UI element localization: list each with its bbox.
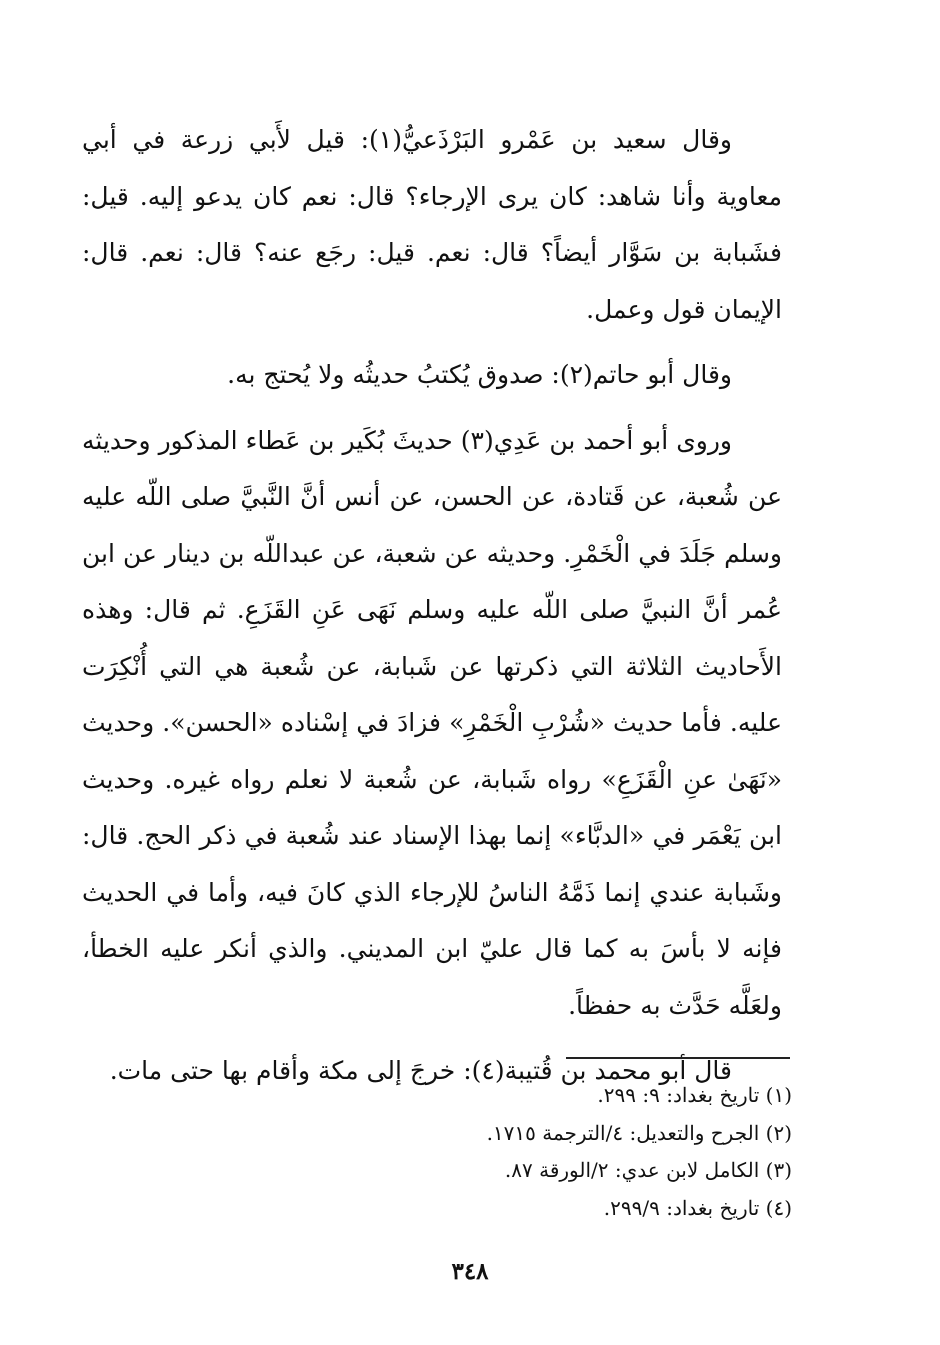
footnote-4: (٤) تاريخ بغداد: ٢٩٩/٩.	[603, 1195, 792, 1220]
footnote-2: (٢) الجرح والتعديل: ٤/الترجمة ١٧١٥.	[486, 1120, 792, 1145]
main-text	[82, 112, 782, 1100]
footnote-divider	[566, 1057, 790, 1059]
paragraph-ibn-qutayba-quote: قال أبو محمد بن قُتيبة(٤): خرجَ إلى مكة وأقام بها حتى مات.	[109, 1056, 732, 1085]
footnote-3: (٣) الكامل لابن عدي: ٢/الورقة ٨٧.	[504, 1158, 792, 1182]
footnotes	[300, 1077, 792, 1227]
paragraph-abu-hatim-quote: وقال أبو حاتم(٢): صدوق يُكتبُ حديثُه ولا يُحتج به.	[227, 360, 732, 389]
footnote-1: (١) تاريخ بغداد: ٩: ٢٩٩.	[597, 1083, 792, 1107]
page-number: ٣٤٨	[451, 1258, 489, 1285]
paragraph-bardhaei-quote: وقال سعيد بن عَمْرو البَرْذَعيُّ(١): قيل لأَبي زرعة في أبي معاوية وأنا شاهد: كان يرى الإرجاء؟ قال: نعم كان يدعو إليه. قيل: فشَبابة بن سَوَّار أيضاً؟ قال: نعم. قيل: رجَع عنه؟ قال: نعم. قال: الإيمان قول وعمل.	[82, 125, 782, 324]
paragraph-ibn-adi-quote: وروى أبو أحمد بن عَدِي(٣) حديثَ بُكَير بن عَطاء المذكور وحديثه عن شُعبة، عن قَتادة، عن الحسن، عن أنس أنَّ النَّبيَّ صلى اللّه عليه وسلم جَلَدَ في الْخَمْرِ. وحديثه عن شعبة، عن عبداللّه بن دينار عن ابن عُمر أنَّ النبيَّ صلى اللّه عليه وسلم نَهَى عَنِ القَزَعِ. ثم قال: وهذه الأَحاديث الثلاثة التي ذكرتها عن شَبابة، عن شُعبة هي التي أُنْكِرَت عليه. فأما حديث «شُرْبِ الْخَمْرِ» فزادَ في إسْناده «الحسن». وحديث «نَهَىٰ عنِ الْقَزَعِ» رواه شَبابة، عن شُعبة لا نعلم رواه غيره. وحديث ابن يَعْمَر في «الدبَّاء» إنما بهذا الإسناد عند شُعبة في ذكر الحج. قال: وشَبابة عندي إنما ذَمَّهُ الناسُ للإرجاء الذي كانَ فيه، وأما في الحديث فإنه لا بأسَ به كما قال عليّ ابن المديني. والذي أنكر عليه الخطأ، ولعَلَّه حَدَّث به حفظاً.	[82, 425, 782, 1020]
